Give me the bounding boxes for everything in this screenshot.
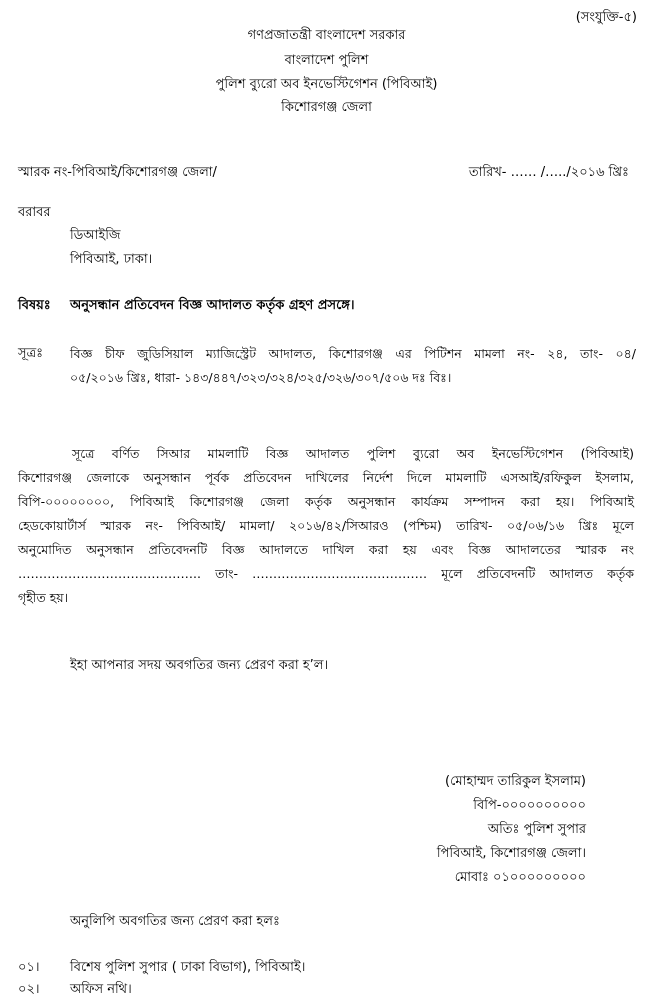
- header-bureau: পুলিশ ব্যুরো অব ইনভেস্টিগেশন (পিবিআই): [215, 77, 438, 92]
- body-line-1: সূত্রে বর্ণিত সিআর মামলাটি বিজ্ঞ আদালত পুলিশ ব্যুরো অব ইনভেস্টিগেশন (পিবিআই): [72, 446, 634, 461]
- recipient-name: ডিআইজি: [70, 228, 121, 243]
- signature-mobile: মোবাঃ ০১০০০০০০০০০: [454, 870, 586, 885]
- header-police: বাংলাদেশ পুলিশ: [284, 53, 369, 68]
- signature-bp: বিপি-০০০০০০০০০০: [473, 798, 586, 813]
- memo-date: তারিখ- …… /…../২০১৬ খ্রিঃ: [468, 165, 629, 180]
- memo-number: স্মারক নং-পিবিআই/কিশোরগঞ্জ জেলা/: [18, 165, 217, 180]
- body-line-4: হেডকোয়ার্টার্স স্মারক নং- পিবিআই/ মামলা/ ২০১৬/৪২/সিআরও (পশ্চিম) তারিখ- ০৫/০৬/১৬ খ্রিঃ মূলে: [18, 518, 634, 533]
- subject-label: বিষয়ঃ: [18, 298, 51, 313]
- copy-item-text: বিশেষ পুলিশ সুপার ( ঢাকা বিভাগ), পিবিআই।: [70, 960, 306, 975]
- copy-item-number: ০২।: [18, 982, 40, 997]
- copy-item-number: ০১।: [18, 960, 40, 975]
- recipient-office: পিবিআই, ঢাকা।: [70, 252, 153, 267]
- body-line-7: গৃহীত হয়।: [18, 590, 69, 605]
- header-district: কিশোরগঞ্জ জেলা: [281, 100, 372, 115]
- signature-name: (মোহাম্মদ তারিকুল ইসলাম): [445, 774, 586, 789]
- copy-item-text: অফিস নথি।: [70, 982, 132, 997]
- body-line-5: অনুমোদিত অনুসন্ধান প্রতিবেদনটি বিজ্ঞ আদালতে দাখিল করা হয় এবং বিজ্ঞ আদালতের স্মারক নং: [18, 542, 634, 557]
- subject-text: অনুসন্ধান প্রতিবেদন বিজ্ঞ আদালত কর্তৃক গ্রহণ প্রসঙ্গে।: [70, 298, 355, 313]
- signature-office: পিবিআই, কিশোরগঞ্জ জেলা।: [436, 846, 586, 861]
- recipient-to: বরাবর: [18, 205, 51, 220]
- body-line-3: বিপি-০০০০০০০০, পিবিআই কিশোরগঞ্জ জেলা কর্তৃক অনুসন্ধান কার্যক্রম সম্পাদন করা হয়। পিবিআই: [18, 494, 634, 509]
- closing-text: ইহা আপনার সদয় অবগতির জন্য প্রেরণ করা হ’ল।: [70, 658, 329, 673]
- signature-designation: অতিঃ পুলিশ সুপার: [487, 822, 586, 837]
- copies-heading: অনুলিপি অবগতির জন্য প্রেরণ করা হলঃ: [70, 914, 280, 929]
- body-line-2: কিশোরগঞ্জ জেলাকে অনুসন্ধান পূর্বক প্রতিবেদন দাখিলের নির্দেশ দিলে মামলাটি এসআই/রফিকুল ইসলাম,: [18, 470, 634, 485]
- annex-label: (সংযুক্তি-৫): [575, 10, 637, 25]
- body-line-6: …………………………………….. তাং- …………………………………… মূলে প্রতিবেদনটি আদালত কর্তৃক: [18, 566, 634, 581]
- reference-line-2: ০৫/২০১৬ খ্রিঃ, ধারা- ১৪৩/৪৪৭/৩২৩/৩২৪/৩২৫/৩২৬/৩০৭/৫০৬ দঃ বিঃ।: [70, 370, 452, 385]
- header-govt: গণপ্রজাতন্ত্রী বাংলাদেশ সরকার: [247, 28, 406, 43]
- reference-label: সূত্রঃ: [18, 346, 44, 361]
- reference-line-1: বিজ্ঞ চীফ জুডিসিয়াল ম্যাজিস্ট্রেট আদালত, কিশোরগঞ্জ এর পিটিশন মামলা নং- ২৪, তাং- ০৪/: [70, 346, 636, 361]
